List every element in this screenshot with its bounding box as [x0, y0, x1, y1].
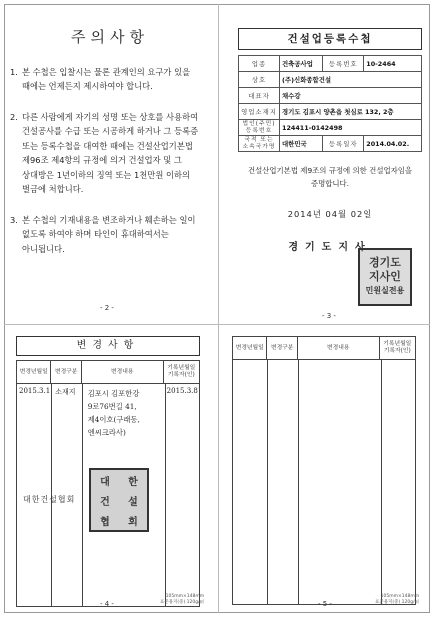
content-line: 제4이호(구래동, [87, 415, 140, 424]
seal-line: 경기도 [369, 256, 401, 269]
notice-item-text: 본 수첩의 기재내용을 변조하거나 훼손하는 일이 없도록 하여야 하며 타인이 휴대하여서는 아니됩니다. [22, 214, 196, 254]
header-change-date: 변경년월일 [17, 361, 51, 383]
notice-item [10, 65, 210, 94]
notice-title: 주의사항 [71, 28, 149, 46]
seal-char: 설 [128, 496, 138, 508]
table-row [17, 384, 199, 439]
certificate-title: 건설업등록수첩 [238, 28, 422, 50]
regno-label: 등록번호 [323, 56, 364, 72]
certificate-page [238, 28, 422, 253]
notice-item [10, 213, 210, 257]
changes-table-header [233, 337, 415, 360]
notice-page [10, 30, 210, 272]
company-value: (주)신화종합건설 [280, 72, 422, 88]
header-change-date: 변경년월일 [233, 337, 267, 359]
page-number: - 2 - [100, 304, 114, 312]
certificate-issuer: 경기도지사 [288, 242, 372, 253]
paper-spec-line: 105mm×148mm [165, 594, 205, 599]
changes-table-body [17, 384, 199, 606]
ceo-value: 채수강 [280, 88, 422, 104]
row-change-date: 2015.3.1 [19, 387, 51, 395]
paper-spec-line: 표준용지(중) 120g/㎡ [375, 600, 420, 605]
page-number: - 5 - [318, 600, 332, 608]
notice-item-number: 1. [10, 66, 18, 77]
changes-table-body [233, 360, 415, 604]
certificate-statement: 건설산업기본법 제9조의 규정에 의한 건설업자임을 증명합니다. [247, 166, 413, 188]
seal-line: 민원실전용 [365, 286, 405, 295]
content-line: 9로76번길 41, [87, 402, 137, 411]
header-change-content: 변경내용 [298, 337, 380, 359]
ceo-label: 대표자 [239, 88, 280, 104]
seal-char: 대 [100, 476, 110, 488]
changes-table [16, 360, 200, 607]
certificate-date: 2014년 04월 02일 [287, 209, 373, 219]
seal-char: 한 [128, 476, 138, 488]
column-divider [381, 360, 382, 604]
content-line: 엔씨크라사) [87, 428, 126, 437]
header-record-date: 기록년월일 기록자(인) [167, 365, 196, 378]
regdate-label: 등록일자 [323, 136, 364, 152]
changes-title: 변경사항 [16, 336, 200, 356]
row-change-type: 소재지 [55, 388, 76, 396]
company-label: 상호 [239, 72, 280, 88]
seal-char: 건 [100, 496, 110, 508]
column-divider [165, 384, 166, 606]
business-value: 건축공사업 [280, 56, 323, 72]
paper-spec-line: 표준용지(중) 120g/㎡ [160, 600, 205, 605]
column-divider [82, 384, 83, 606]
regno-value: 10-2464 [364, 56, 422, 72]
seal-char: 협 [100, 516, 110, 528]
notice-item-text: 다른 사람에게 자기의 성명 또는 상호를 사용하여 건설공사를 수급 또는 시공하게 하거나 그 등록증 또는 등록수첩을 대여한 때에는 건설산업기본법 제96조 제4항의 규정에 의거 건설업자 및 그 상대방은 1년이하의 징역 또는 1천만원 이하의 벌금에 처합니다. [22, 111, 199, 194]
corpno-value: 124411-0142498 [280, 120, 422, 136]
notice-item-number: 2. [10, 111, 18, 122]
association-stamp-text: 대한건설협회 [23, 495, 76, 504]
regdate-value: 2014.04.02. [364, 136, 422, 152]
center-fold-vertical [218, 4, 219, 613]
nation-label: 국적 또는 소속국가명 [239, 136, 280, 152]
paper-spec-note [375, 594, 419, 606]
changes-table [232, 336, 416, 605]
content-line: 김포시 김포한강 [87, 389, 140, 398]
office-label: 영업소재지 [239, 104, 280, 120]
business-label: 업종 [239, 56, 280, 72]
paper-spec-line: 105mm×148mm [380, 594, 420, 599]
header-change-type: 변경구분 [267, 337, 298, 359]
notice-item-number: 3. [10, 214, 18, 225]
office-value: 경기도 김포시 양촌읍 첫심로 132, 2층 [280, 104, 422, 120]
changes-table-header [17, 361, 199, 384]
page-number: - 3 - [322, 312, 336, 320]
corpno-label: 법인(주민) 등록번호 [239, 120, 280, 136]
changes-page-right [232, 336, 416, 605]
notice-item-text: 본 수첩은 입찰시는 물론 관계인의 요구가 있을 때에는 언제든지 제시하여야 합니다. [22, 66, 191, 91]
seal-char: 회 [128, 516, 138, 528]
changes-page-left [16, 336, 200, 607]
certificate-table [238, 55, 422, 152]
header-record-date: 기록년월일 기록자(인) [383, 341, 412, 354]
column-divider [298, 360, 299, 604]
column-divider [267, 360, 268, 604]
row-record-date: 2015.3.8 [166, 387, 198, 395]
page-number: - 4 - [100, 600, 114, 608]
paper-spec-note [160, 594, 204, 606]
header-change-type: 변경구분 [51, 361, 82, 383]
seal-line: 지사인 [369, 270, 401, 283]
center-fold-horizontal [4, 324, 430, 325]
header-change-content: 변경내용 [82, 361, 164, 383]
notice-item [10, 110, 210, 197]
association-seal [89, 468, 149, 532]
official-seal [358, 248, 412, 306]
nation-value: 대한민국 [280, 136, 323, 152]
row-change-content [85, 387, 166, 439]
